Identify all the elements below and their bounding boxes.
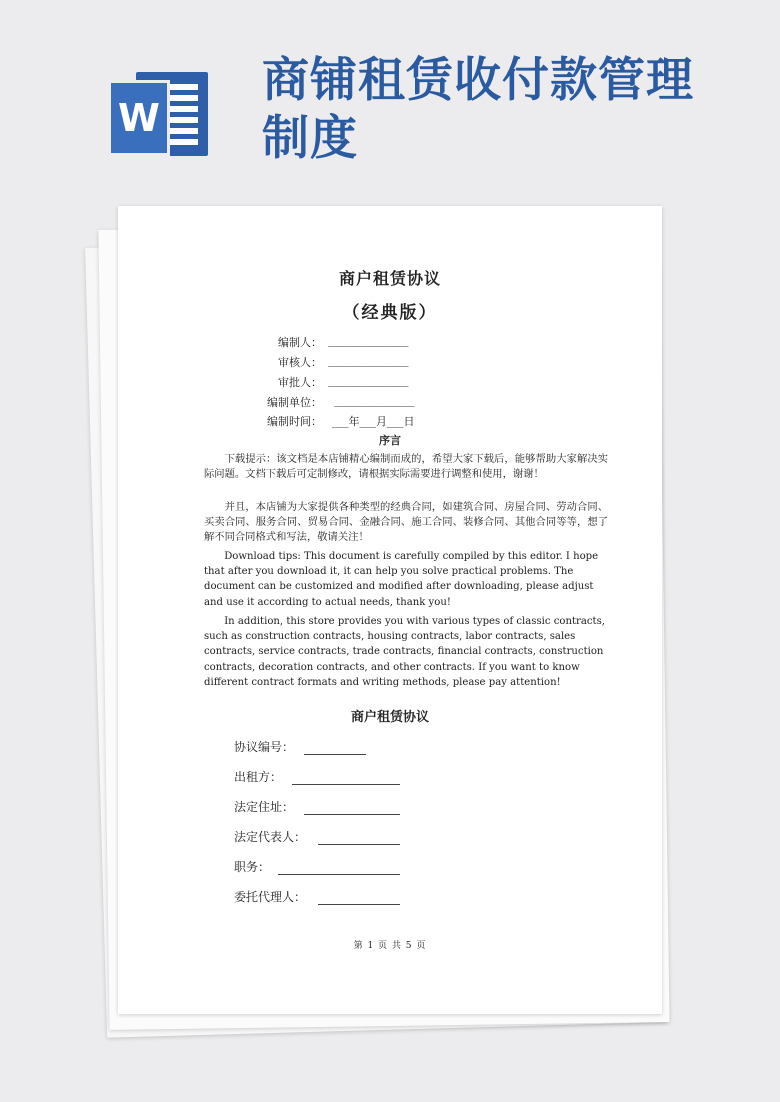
preface-heading: 序言 <box>379 434 401 447</box>
field-agreement-no <box>234 738 294 755</box>
field-lessor <box>234 768 282 785</box>
field-label: 委托代理人： <box>234 890 307 904</box>
meta-label: 编制单位： <box>267 396 322 409</box>
field-legal-address <box>234 798 294 815</box>
meta-value: ________________ <box>328 334 408 347</box>
preface-paragraph: 下载提示：该文档是本店铺精心编制而成的，希望大家下载后，能够帮助大家解决实际问题。文档下载后可定制修改，请根据实际需要进行调整和使用，谢谢！ <box>204 453 608 481</box>
field-blank[interactable] <box>292 778 400 785</box>
field-label: 法定代表人： <box>234 830 307 844</box>
meta-value: ________________ <box>328 374 408 387</box>
field-blank[interactable] <box>318 898 400 905</box>
field-position <box>234 858 270 875</box>
document-subtitle: （经典版） <box>342 303 438 323</box>
meta-value: ___年___月___日 <box>332 415 415 428</box>
page-footer: 第 1 页 共 5 页 <box>353 941 427 951</box>
document-page <box>118 206 662 1014</box>
meta-label: 审核人： <box>278 356 322 369</box>
word-icon-letter: W <box>118 96 160 140</box>
field-label: 法定住址： <box>234 800 295 814</box>
page-title: 商铺租赁收付款管理制度 <box>262 53 694 166</box>
meta-label: 编制时间： <box>267 415 322 428</box>
preface-paragraph-en: Download tips: This document is carefully compiled by this editor. I hope that after you download it, it can help you solve practical problems. The document can be customized and modified after downloading, please adjust and use it according to actual needs, thank you! <box>204 551 599 608</box>
field-legal-rep <box>234 828 306 845</box>
preface-paragraph: 并且，本店铺为大家提供各种类型的经典合同，如建筑合同、房屋合同、劳动合同、买卖合同、服务合同、贸易合同、金融合同、施工合同、装修合同、其他合同等等，想了解不同合同格式和写法，敬请关注！ <box>204 501 608 544</box>
field-label: 出租方： <box>234 770 283 784</box>
field-blank[interactable] <box>318 838 400 845</box>
field-blank[interactable] <box>304 808 400 815</box>
section-title: 商户租赁协议 <box>350 710 429 725</box>
meta-label: 审批人： <box>278 376 322 389</box>
document-title: 商户租赁协议 <box>338 269 441 288</box>
preface-paragraph-en: In addition, this store provides you with various types of classic contracts, such as construction contracts, housing contracts, labor contracts, sales contracts, service contracts, trade contracts, financial contracts, construction contracts, decoration contracts, and other contracts. If you want to know different contract formats and writing methods, please pay attention! <box>204 616 605 688</box>
field-agent <box>234 888 306 905</box>
field-label: 职务： <box>234 860 271 874</box>
word-doc-icon <box>108 68 208 160</box>
meta-label: 编制人： <box>278 336 322 349</box>
meta-value: ________________ <box>334 394 414 407</box>
field-label: 协议编号： <box>234 740 295 754</box>
field-blank[interactable] <box>304 748 366 755</box>
meta-value: ________________ <box>328 354 408 367</box>
field-blank[interactable] <box>278 868 400 875</box>
